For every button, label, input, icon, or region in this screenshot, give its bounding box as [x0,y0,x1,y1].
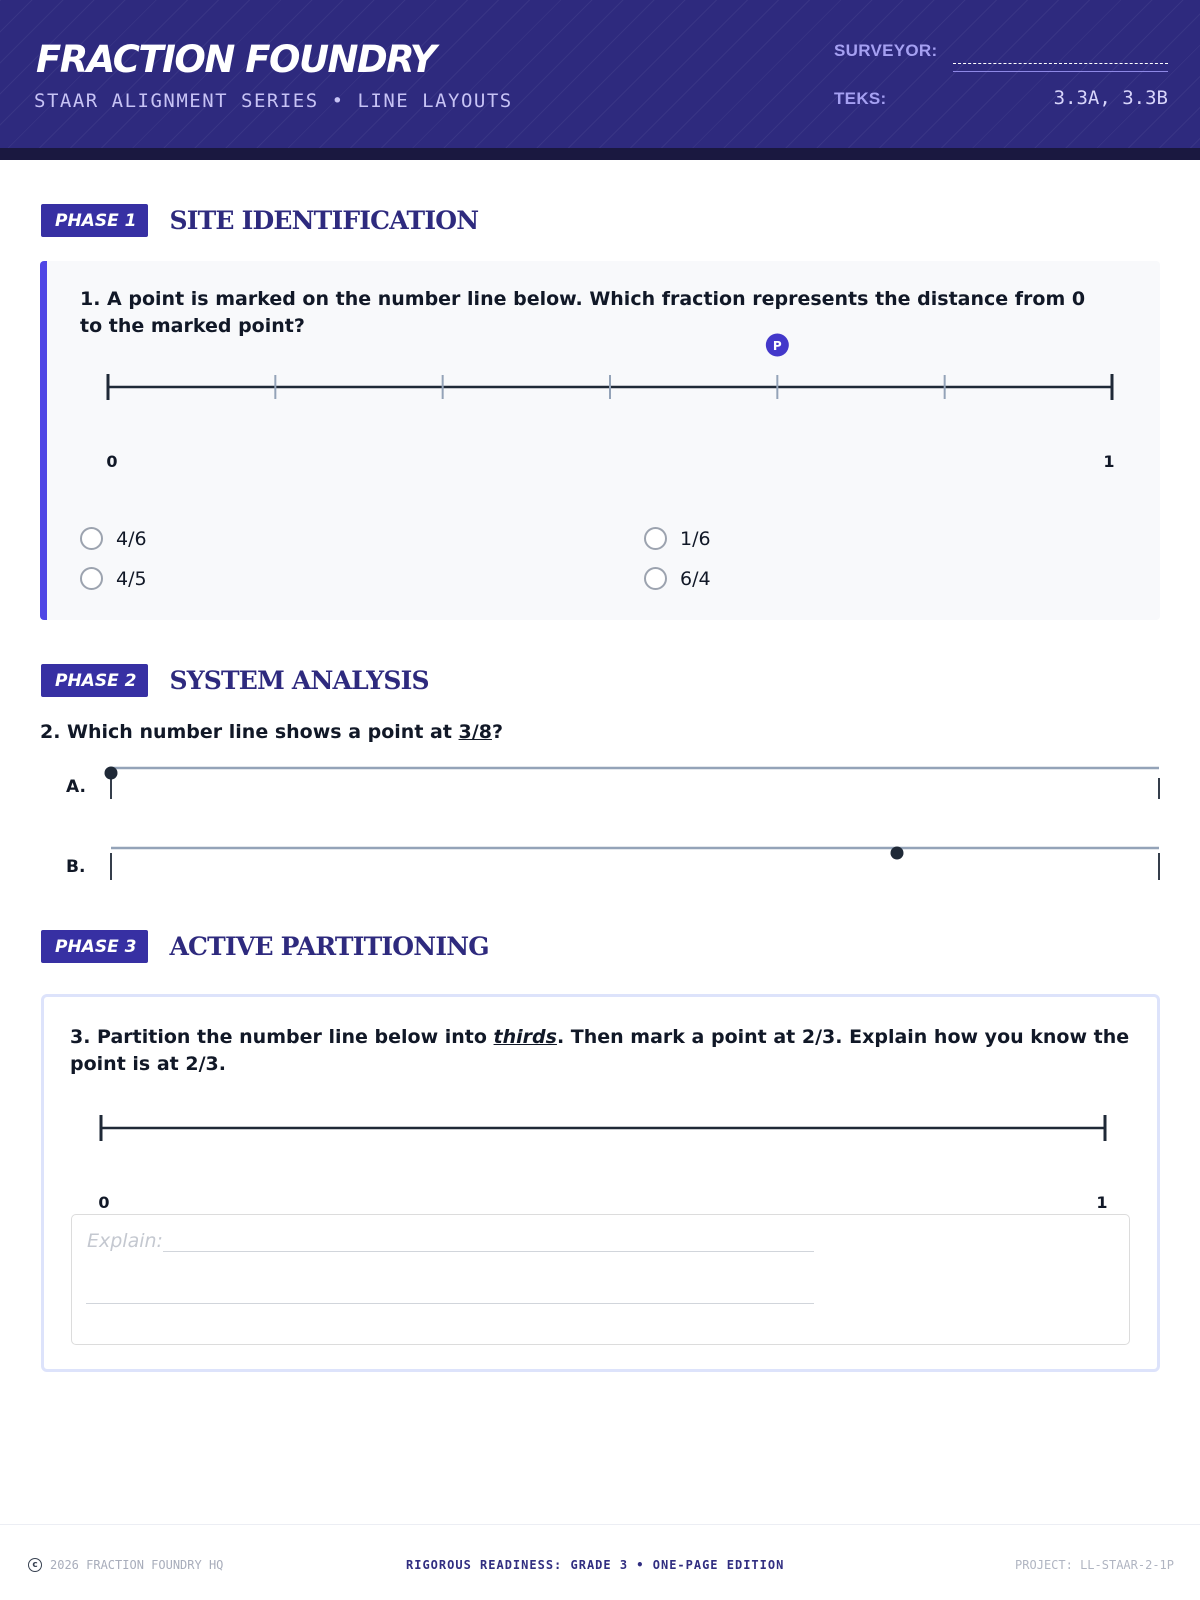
question-3-emphasis: thirds [493,1026,557,1048]
question-3-card [41,994,1160,1372]
choice-a[interactable] [80,527,147,550]
q2-option-a-label: A. [66,777,86,797]
question-3-fraction: 2/3 [801,1026,836,1048]
q2-point-marker [891,847,904,860]
choice-label: 6/4 [680,567,711,590]
number-line-q3[interactable] [44,997,1157,1217]
copyright-icon: c [28,1558,42,1572]
footer-center: RIGOROUS READINESS: GRADE 3 • ONE-PAGE EDITION [406,1558,785,1572]
question-3-suffix: . Explain how you know the point is at 2/3. [70,1026,1130,1075]
phase-2-header [41,664,429,697]
number-line-end-label: 1 [1103,452,1115,471]
choice-label: 1/6 [680,527,711,550]
page-footer [0,1524,1200,1600]
surveyor-label: SURVEYOR: [834,41,938,60]
q2-option-b-label: B. [66,857,86,877]
phase-3-header [41,930,489,963]
radio-button[interactable] [80,527,103,550]
question-1-card [40,261,1160,620]
question-2-suffix: ? [491,721,503,743]
phase-badge: PHASE 3 [41,930,148,963]
brand-subtitle: STAAR ALIGNMENT SERIES • LINE LAYOUTS [34,90,513,112]
number-line-q1 [47,261,1160,620]
surveyor-underline [953,71,1168,72]
phase-badge: PHASE 2 [41,664,148,697]
footer-copyright [28,1558,223,1572]
answer-line[interactable] [86,1303,814,1304]
teks-label: TEKS: [834,89,887,108]
explain-answer-box[interactable] [71,1214,1130,1345]
radio-button[interactable] [80,567,103,590]
answer-line[interactable] [163,1251,814,1252]
phase-1-header [41,204,478,237]
q2-point-marker [105,767,118,780]
question-2-text [40,719,503,746]
surveyor-field[interactable] [953,63,1168,64]
phase-title: SYSTEM ANALYSIS [169,666,429,695]
choice-b[interactable] [644,527,711,550]
phase-title: SITE IDENTIFICATION [169,206,479,235]
radio-button[interactable] [644,567,667,590]
question-3-prefix: 3. Partition the number line below into [70,1026,494,1048]
number-line-start-label: 0 [106,452,118,471]
point-p-label: P [772,339,782,353]
question-2-fraction: 3/8 [458,721,492,743]
choice-label: 4/6 [116,527,147,550]
radio-button[interactable] [644,527,667,550]
choice-d[interactable] [644,567,711,590]
choice-label: 4/5 [116,567,147,590]
phase-title: ACTIVE PARTITIONING [169,932,489,961]
phase-badge: PHASE 1 [41,204,148,237]
brand-title: FRACTION FOUNDRY [36,38,436,81]
explain-label: Explain: [87,1230,163,1252]
question-2-prefix: 2. Which number line shows a point at [40,721,459,743]
choice-c[interactable] [80,567,147,590]
number-line-end-label: 1 [1096,1193,1108,1212]
copyright-text: 2026 FRACTION FOUNDRY HQ [50,1558,224,1572]
page-header [0,0,1200,160]
number-line-start-label: 0 [98,1193,110,1212]
teks-value: 3.3A, 3.3B [1053,87,1168,109]
footer-project: PROJECT: LL-STAAR-2-1P [1015,1558,1174,1572]
question-1-text: 1. A point is marked on the number line below. Which fraction represents the distance from 0 to the marked point? [80,288,1086,337]
question-3-mid: . Then mark a point at [556,1026,802,1048]
